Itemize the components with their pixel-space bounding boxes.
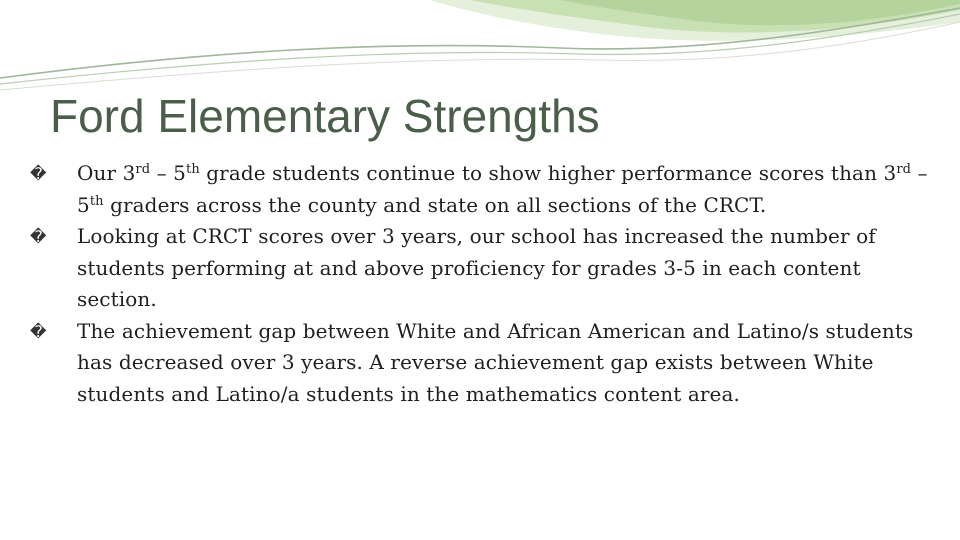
bullet-1-text-part-2: – 5 [150, 161, 187, 185]
replacement-glyph-icon [30, 316, 77, 348]
bullet-1-superscript-4: th [89, 193, 104, 209]
replacement-glyph-icon [30, 221, 77, 253]
bullet-1-superscript-2: th [186, 162, 200, 177]
bullet-list [30, 158, 930, 410]
bullet-3-text: The achievement gap between White and African American and Latino/s students has decreased over 3 years. A reverse achievement gap exists between White students and Latino/a students in the mathematics content area. [77, 318, 914, 406]
bullet-1-text-part-3: grade students continue to show higher performance scores than 3 [199, 161, 897, 185]
bullet-item-1 [30, 158, 930, 221]
bullet-1-text-part-5: graders across the county and state on all sections of the CRCT. [103, 192, 767, 217]
bullet-1-superscript-3: rd [896, 162, 912, 177]
bullet-item-2 [30, 221, 930, 316]
replacement-glyph-icon [30, 158, 77, 190]
bullet-item-3 [30, 316, 930, 411]
bullet-1-superscript-1: rd [135, 162, 151, 177]
bullet-1-text-part-1: Our 3 [77, 161, 136, 185]
slide-title: Ford Elementary Strengths [50, 90, 600, 142]
bullet-1-text-part-4: – 5 [77, 161, 928, 217]
bullet-2-text: Looking at CRCT scores over 3 years, our school has increased the number of students performing at and above proficiency for grades 3-5 in each content section. [77, 224, 876, 311]
